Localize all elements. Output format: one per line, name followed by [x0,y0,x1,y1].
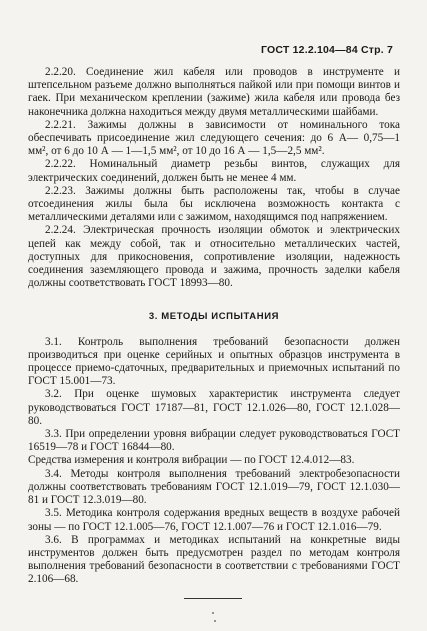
paragraph-2-2-21: 2.2.21. Зажимы должны в зависимости от номинального тока обеспечивать присоединение жил следующего сечения: до 6 А— 0,75—1 мм², от 6 до 10 А — 1—1,5 мм², от 10 до 16 А — 1,5—2,5 мм². [28,118,400,158]
scan-speck [214,620,216,622]
section-title: 3. МЕТОДЫ ИСПЫТАНИЯ [148,311,280,323]
paragraph-3-6: 3.6. В программах и методиках испытаний на конкретные виды инструментов должен быть предусмотрен раздел по методам контроля выполнения требований безопасности в соответствии с требованиями ГОСТ 2.106—68. [28,533,400,586]
scan-speck [212,612,214,614]
paragraph-2-2-20: 2.2.20. Соединение жил кабеля или проводов в инструменте и штепсельном разъеме должно выполняться пайкой или при помощи винтов и гаек. При механическом креплении (зажиме) жила кабеля или провода без наконечника должна находиться между двумя металлическими шайбами. [28,66,400,118]
paragraph-3-2: 3.2. При оценке шумовых характеристик инструмента следует руководствоваться ГОСТ 17187—81, ГОСТ 12.1.026—80, ГОСТ 12.1.028—80. [28,388,400,427]
paragraph-3-3: 3.3. При определении уровня вибрации следует руководствоваться ГОСТ 16519—78 и ГОСТ 16844—80. [28,428,400,454]
paragraph-2-2-23: 2.2.23. Зажимы должны быть расположены так, чтобы в случае отсоединения жилы была бы исключена возможность контакта с металлическими деталями или с зажимом, находящимся под напряжением. [28,184,400,224]
footer-rule [184,598,242,599]
page-header: ГОСТ 12.2.104—84 Стр. 7 [260,44,393,56]
paragraph-vibration-means: Средства измерения и контроля вибрации — по ГОСТ 12.4.012—83. [28,454,355,467]
paragraph-3-4: 3.4. Методы контроля выполнения требований электробезопасности должны соответствовать требованиям ГОСТ 12.1.019—79, ГОСТ 12.1.030—81 и ГОСТ 12.3.019—80. [28,467,400,507]
paragraph-2-2-22: 2.2.22. Номинальный диаметр резьбы винтов, служащих для электрических соединений, должен быть не менее 4 мм. [28,158,400,184]
paragraph-2-2-24: 2.2.24. Электрическая прочность изоляции обмоток и электрических цепей как между собой, так и относительно металлических частей, доступных для прикосновения, сопротивление изоляции, надежность соединения заземляющего провода и зажима, прочность заделки кабеля должны соответствовать ГОСТ 18993—80. [28,224,400,290]
paragraph-3-1: 3.1. Контроль выполнения требований безопасности должен производиться при оценке серийных и опытных образцов инструмента в процессе приемо-сдаточных, предварительных и приемочных испытаний по ГОСТ 15.001—73. [28,335,400,388]
paragraph-3-5: 3.5. Методика контроля содержания вредных веществ в воздухе рабочей зоны — по ГОСТ 12.1.005—76, ГОСТ 12.1.007—76 и ГОСТ 12.1.016—79. [28,507,400,533]
document-body [28,66,400,587]
